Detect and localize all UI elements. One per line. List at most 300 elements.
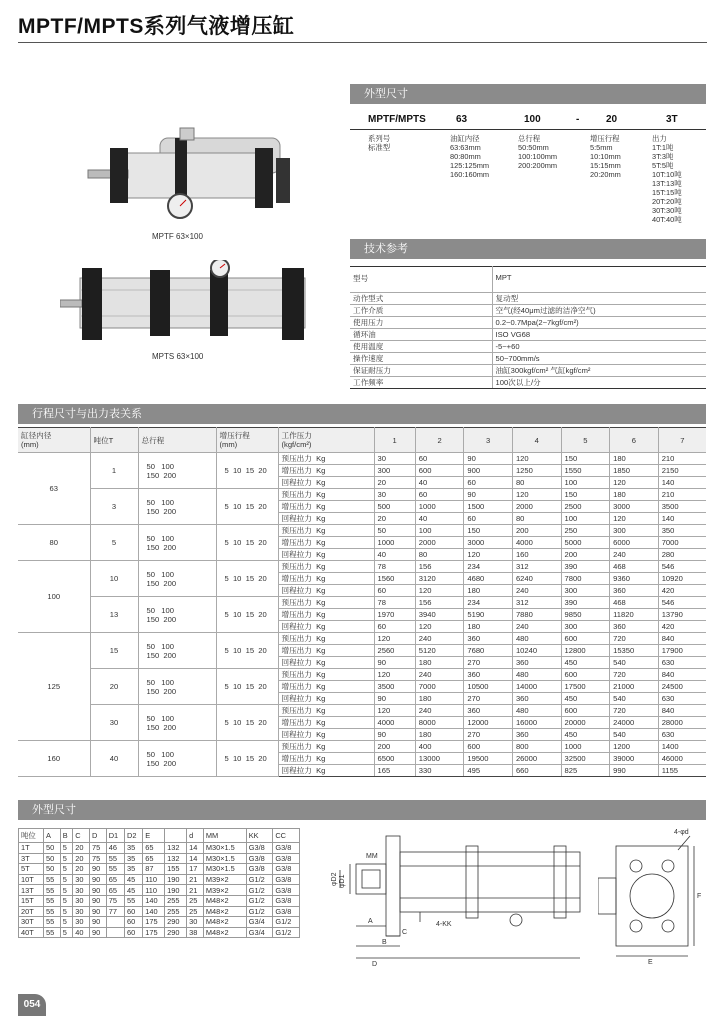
force-value-cell: 15350 bbox=[610, 645, 659, 657]
label-mm: MM bbox=[366, 853, 378, 860]
force-value-cell: 150 bbox=[561, 489, 610, 501]
force-value-cell: 360 bbox=[610, 585, 659, 597]
dims-cell: 75 bbox=[90, 853, 107, 864]
dims-cell: G3/4 bbox=[246, 917, 273, 928]
dims-table bbox=[18, 828, 300, 938]
dims-cell: 14 bbox=[187, 843, 204, 854]
dims-header-cell: KK bbox=[246, 829, 273, 843]
row-label-cell: 增压出力 Kg bbox=[278, 537, 374, 549]
dims-header-cell: d bbox=[187, 829, 204, 843]
dims-cell: 175 bbox=[143, 917, 165, 928]
force-value-cell: 5120 bbox=[415, 645, 464, 657]
force-value-cell: 3120 bbox=[415, 573, 464, 585]
force-value-cell: 7680 bbox=[464, 645, 513, 657]
force-value-cell: 840 bbox=[658, 669, 706, 681]
ton-cell: 10 bbox=[90, 561, 138, 597]
ton-cell: 1 bbox=[90, 453, 138, 489]
dims-cell: 60 bbox=[124, 906, 142, 917]
force-header-cell: 4 bbox=[512, 428, 561, 453]
force-value-cell: 468 bbox=[610, 561, 659, 573]
code-series: MPTF/MPTS bbox=[368, 114, 426, 125]
dims-cell: 77 bbox=[106, 906, 124, 917]
dims-cell: 35 bbox=[124, 843, 142, 854]
force-row bbox=[18, 597, 706, 609]
boost-stroke-cell: 5 10 15 20 bbox=[216, 453, 278, 489]
tech-value: 0.2~0.7Mpa(2~7kgf/cm²) bbox=[492, 317, 706, 329]
force-value-cell: 50 bbox=[374, 525, 415, 537]
force-value-cell: 600 bbox=[415, 465, 464, 477]
force-value-cell: 330 bbox=[415, 765, 464, 777]
force-value-cell: 11820 bbox=[610, 609, 659, 621]
force-value-cell: 46000 bbox=[658, 753, 706, 765]
dims-row bbox=[19, 885, 300, 896]
force-value-cell: 350 bbox=[658, 525, 706, 537]
code-col-series: 系列号 标准型 bbox=[368, 134, 391, 152]
dims-cell: 17 bbox=[187, 864, 204, 875]
dims-cell: 5 bbox=[60, 927, 73, 938]
force-value-cell: 12000 bbox=[464, 717, 513, 729]
force-value-cell: 3000 bbox=[610, 501, 659, 513]
bore-cell: 63 bbox=[18, 453, 90, 525]
dims-cell: M48×2 bbox=[203, 895, 246, 906]
force-value-cell: 90 bbox=[374, 729, 415, 741]
tech-table bbox=[350, 266, 706, 389]
dims-cell: 90 bbox=[90, 895, 107, 906]
force-value-cell: 420 bbox=[658, 585, 706, 597]
dims-cell: 90 bbox=[90, 917, 107, 928]
force-value-cell: 17500 bbox=[561, 681, 610, 693]
force-value-cell: 200 bbox=[512, 525, 561, 537]
force-value-cell: 1500 bbox=[464, 501, 513, 513]
dims-cell: 50 bbox=[44, 843, 61, 854]
dims-header-cell: D bbox=[90, 829, 107, 843]
dims-cell: 90 bbox=[90, 927, 107, 938]
force-value-cell: 540 bbox=[610, 657, 659, 669]
dims-cell: 30T bbox=[19, 917, 44, 928]
dims-cell: 30 bbox=[73, 906, 90, 917]
model-code-rule bbox=[350, 129, 706, 130]
dims-cell: 110 bbox=[143, 874, 165, 885]
force-value-cell: 156 bbox=[415, 561, 464, 573]
force-value-cell: 40 bbox=[415, 513, 464, 525]
force-value-cell: 10920 bbox=[658, 573, 706, 585]
dims-cell: 5 bbox=[60, 864, 73, 875]
dims-cell: G1/2 bbox=[273, 917, 300, 928]
row-label-cell: 预压出力 Kg bbox=[278, 705, 374, 717]
dims-cell: 20 bbox=[73, 864, 90, 875]
force-header-cell: 7 bbox=[658, 428, 706, 453]
force-value-cell: 90 bbox=[374, 657, 415, 669]
title-rule bbox=[18, 42, 707, 43]
row-label-cell: 回程拉力 Kg bbox=[278, 729, 374, 741]
force-value-cell: 30 bbox=[374, 489, 415, 501]
caption-mptf: MPTF 63×100 bbox=[152, 232, 203, 241]
force-value-cell: 16000 bbox=[512, 717, 561, 729]
force-value-cell: 17900 bbox=[658, 645, 706, 657]
dims-cell: 25 bbox=[187, 906, 204, 917]
dims-cell: 5T bbox=[19, 864, 44, 875]
force-value-cell: 120 bbox=[374, 669, 415, 681]
force-value-cell: 120 bbox=[464, 549, 513, 561]
dims-cell: G1/2 bbox=[273, 927, 300, 938]
force-row bbox=[18, 669, 706, 681]
label-f: F bbox=[697, 893, 702, 900]
force-value-cell: 180 bbox=[464, 621, 513, 633]
force-value-cell: 10500 bbox=[464, 681, 513, 693]
dims-cell: 25 bbox=[187, 895, 204, 906]
force-value-cell: 13000 bbox=[415, 753, 464, 765]
bore-cell: 160 bbox=[18, 741, 90, 777]
ton-cell: 40 bbox=[90, 741, 138, 777]
dims-cell: 132 bbox=[165, 853, 187, 864]
dims-cell: 45 bbox=[124, 885, 142, 896]
force-value-cell: 270 bbox=[464, 729, 513, 741]
dims-cell: 55 bbox=[44, 917, 61, 928]
dims-cell: 75 bbox=[90, 843, 107, 854]
dims-cell: 55 bbox=[44, 874, 61, 885]
front-view-drawing bbox=[598, 826, 708, 966]
ton-cell: 30 bbox=[90, 705, 138, 741]
force-value-cell: 9850 bbox=[561, 609, 610, 621]
force-value-cell: 6000 bbox=[610, 537, 659, 549]
force-header-cell: 3 bbox=[464, 428, 513, 453]
force-value-cell: 1000 bbox=[561, 741, 610, 753]
tech-key: 使用温度 bbox=[350, 341, 492, 353]
force-value-cell: 150 bbox=[464, 525, 513, 537]
total-stroke-cell: 50 100 150 200 bbox=[138, 705, 216, 741]
force-value-cell: 78 bbox=[374, 561, 415, 573]
force-value-cell: 60 bbox=[464, 513, 513, 525]
force-value-cell: 200 bbox=[374, 741, 415, 753]
dims-cell: 55 bbox=[44, 906, 61, 917]
label-c: C bbox=[402, 929, 408, 936]
force-value-cell: 150 bbox=[561, 453, 610, 465]
bore-cell: 125 bbox=[18, 633, 90, 741]
force-row bbox=[18, 525, 706, 537]
force-row bbox=[18, 741, 706, 753]
force-value-cell: 3940 bbox=[415, 609, 464, 621]
dims-row bbox=[19, 927, 300, 938]
dims-cell: 14 bbox=[187, 853, 204, 864]
force-value-cell: 24000 bbox=[610, 717, 659, 729]
dims-cell: 75 bbox=[106, 895, 124, 906]
force-value-cell: 1560 bbox=[374, 573, 415, 585]
dims-cell: 30 bbox=[73, 917, 90, 928]
tech-key: 保证耐压力 bbox=[350, 365, 492, 377]
row-label-cell: 增压出力 Kg bbox=[278, 501, 374, 513]
dims-row bbox=[19, 895, 300, 906]
force-header-cell: 吨位T bbox=[90, 428, 138, 453]
dims-cell: 60 bbox=[124, 917, 142, 928]
force-value-cell: 60 bbox=[415, 453, 464, 465]
row-label-cell: 预压出力 Kg bbox=[278, 525, 374, 537]
force-value-cell: 210 bbox=[658, 453, 706, 465]
dims-cell: 140 bbox=[143, 895, 165, 906]
force-value-cell: 60 bbox=[374, 585, 415, 597]
force-value-cell: 6240 bbox=[512, 573, 561, 585]
force-value-cell: 660 bbox=[512, 765, 561, 777]
ton-cell: 15 bbox=[90, 633, 138, 669]
force-value-cell: 120 bbox=[415, 621, 464, 633]
dims-cell: 15T bbox=[19, 895, 44, 906]
force-value-cell: 1000 bbox=[374, 537, 415, 549]
dims-cell: 55 bbox=[106, 864, 124, 875]
dims-cell: 90 bbox=[90, 874, 107, 885]
force-value-cell: 1155 bbox=[658, 765, 706, 777]
dims-cell: G3/8 bbox=[273, 895, 300, 906]
force-value-cell: 360 bbox=[464, 633, 513, 645]
dims-cell: 35 bbox=[124, 864, 142, 875]
total-stroke-cell: 50 100 150 200 bbox=[138, 453, 216, 489]
dims-cell: 21 bbox=[187, 874, 204, 885]
force-value-cell: 7800 bbox=[561, 573, 610, 585]
dims-cell: M48×2 bbox=[203, 906, 246, 917]
force-value-cell: 3500 bbox=[374, 681, 415, 693]
row-label-cell: 预压出力 Kg bbox=[278, 633, 374, 645]
section-bar-outline-2: 外型尺寸 bbox=[18, 800, 706, 820]
label-b: B bbox=[382, 939, 387, 946]
force-row bbox=[18, 453, 706, 465]
dims-cell: 140 bbox=[143, 906, 165, 917]
tech-key: 工作介质 bbox=[350, 305, 492, 317]
dims-cell: 60 bbox=[124, 927, 142, 938]
force-value-cell: 6500 bbox=[374, 753, 415, 765]
force-value-cell: 7000 bbox=[658, 537, 706, 549]
force-value-cell: 165 bbox=[374, 765, 415, 777]
force-value-cell: 250 bbox=[561, 525, 610, 537]
force-row bbox=[18, 561, 706, 573]
row-label-cell: 回程拉力 Kg bbox=[278, 765, 374, 777]
force-header-cell: 1 bbox=[374, 428, 415, 453]
row-label-cell: 预压出力 Kg bbox=[278, 741, 374, 753]
tech-key: 动作型式 bbox=[350, 293, 492, 305]
force-value-cell: 26000 bbox=[512, 753, 561, 765]
dims-cell: G1/2 bbox=[246, 885, 273, 896]
force-value-cell: 420 bbox=[658, 621, 706, 633]
dims-cell: G3/8 bbox=[273, 906, 300, 917]
dims-header-cell: D1 bbox=[106, 829, 124, 843]
force-value-cell: 13790 bbox=[658, 609, 706, 621]
dims-cell: M30×1.5 bbox=[203, 853, 246, 864]
row-label-cell: 回程拉力 Kg bbox=[278, 513, 374, 525]
force-value-cell: 312 bbox=[512, 561, 561, 573]
dims-cell: G3/8 bbox=[273, 843, 300, 854]
force-value-cell: 140 bbox=[658, 513, 706, 525]
boost-stroke-cell: 5 10 15 20 bbox=[216, 597, 278, 633]
label-d2: φD2 bbox=[331, 872, 338, 886]
code-stroke: 100 bbox=[524, 114, 541, 125]
dims-cell: G3/8 bbox=[273, 874, 300, 885]
boost-stroke-cell: 5 10 15 20 bbox=[216, 669, 278, 705]
force-value-cell: 1970 bbox=[374, 609, 415, 621]
boost-stroke-cell: 5 10 15 20 bbox=[216, 705, 278, 741]
force-value-cell: 5190 bbox=[464, 609, 513, 621]
dims-cell: 55 bbox=[44, 927, 61, 938]
dims-cell: 155 bbox=[165, 864, 187, 875]
tech-value: 100次以上/分 bbox=[492, 377, 706, 389]
force-row bbox=[18, 705, 706, 717]
tech-key: 操作速度 bbox=[350, 353, 492, 365]
dims-row bbox=[19, 864, 300, 875]
force-value-cell: 480 bbox=[512, 669, 561, 681]
row-label-cell: 增压出力 Kg bbox=[278, 573, 374, 585]
force-value-cell: 360 bbox=[512, 693, 561, 705]
dims-row bbox=[19, 906, 300, 917]
force-value-cell: 2150 bbox=[658, 465, 706, 477]
row-label-cell: 预压出力 Kg bbox=[278, 597, 374, 609]
dims-cell: G1/2 bbox=[246, 906, 273, 917]
tech-value: 空气(经40μm过滤的洁净空气) bbox=[492, 305, 706, 317]
force-value-cell: 840 bbox=[658, 633, 706, 645]
tech-value: -5~+60 bbox=[492, 341, 706, 353]
force-value-cell: 19500 bbox=[464, 753, 513, 765]
force-value-cell: 80 bbox=[512, 513, 561, 525]
force-value-cell: 40 bbox=[415, 477, 464, 489]
force-value-cell: 39000 bbox=[610, 753, 659, 765]
row-label-cell: 回程拉力 Kg bbox=[278, 657, 374, 669]
total-stroke-cell: 50 100 150 200 bbox=[138, 525, 216, 561]
dims-cell: 290 bbox=[165, 927, 187, 938]
ton-cell: 20 bbox=[90, 669, 138, 705]
force-value-cell: 156 bbox=[415, 597, 464, 609]
force-value-cell: 500 bbox=[374, 501, 415, 513]
force-value-cell: 240 bbox=[415, 705, 464, 717]
force-value-cell: 450 bbox=[561, 729, 610, 741]
boost-stroke-cell: 5 10 15 20 bbox=[216, 561, 278, 597]
dims-cell: G3/4 bbox=[246, 927, 273, 938]
dims-cell: 3T bbox=[19, 853, 44, 864]
force-value-cell: 990 bbox=[610, 765, 659, 777]
row-label-cell: 预压出力 Kg bbox=[278, 561, 374, 573]
force-value-cell: 240 bbox=[512, 585, 561, 597]
force-value-cell: 180 bbox=[415, 657, 464, 669]
force-value-cell: 270 bbox=[464, 693, 513, 705]
label-a: A bbox=[368, 918, 373, 925]
dims-cell: 30 bbox=[73, 874, 90, 885]
force-value-cell: 7000 bbox=[415, 681, 464, 693]
force-value-cell: 24500 bbox=[658, 681, 706, 693]
force-value-cell: 90 bbox=[464, 453, 513, 465]
row-label-cell: 回程拉力 Kg bbox=[278, 549, 374, 561]
row-label-cell: 预压出力 Kg bbox=[278, 453, 374, 465]
force-value-cell: 312 bbox=[512, 597, 561, 609]
dims-cell: 55 bbox=[106, 853, 124, 864]
dims-cell: G3/8 bbox=[273, 864, 300, 875]
force-value-cell: 180 bbox=[415, 729, 464, 741]
force-value-cell: 600 bbox=[561, 633, 610, 645]
force-value-cell: 540 bbox=[610, 693, 659, 705]
force-value-cell: 360 bbox=[464, 669, 513, 681]
force-value-cell: 4000 bbox=[374, 717, 415, 729]
force-value-cell: 120 bbox=[610, 513, 659, 525]
label-e: E bbox=[648, 959, 653, 966]
force-header-cell: 工作压力 (kgf/cm²) bbox=[278, 428, 374, 453]
force-header-cell: 总行程 bbox=[138, 428, 216, 453]
force-value-cell: 546 bbox=[658, 561, 706, 573]
force-value-cell: 495 bbox=[464, 765, 513, 777]
force-value-cell: 32500 bbox=[561, 753, 610, 765]
row-label-cell: 回程拉力 Kg bbox=[278, 693, 374, 705]
dims-row bbox=[19, 843, 300, 854]
dims-cell: 65 bbox=[106, 885, 124, 896]
dims-header-cell: MM bbox=[203, 829, 246, 843]
dims-cell: 65 bbox=[106, 874, 124, 885]
force-value-cell: 1000 bbox=[415, 501, 464, 513]
force-value-cell: 1550 bbox=[561, 465, 610, 477]
dims-cell: 5 bbox=[60, 906, 73, 917]
dims-cell: 50 bbox=[44, 864, 61, 875]
dims-cell: 175 bbox=[143, 927, 165, 938]
code-col-stroke: 总行程 50:50mm 100:100mm 200:200mm bbox=[518, 134, 558, 170]
section-bar-tech: 技术参考 bbox=[350, 239, 706, 259]
force-value-cell: 234 bbox=[464, 561, 513, 573]
force-value-cell: 900 bbox=[464, 465, 513, 477]
force-value-cell: 78 bbox=[374, 597, 415, 609]
ton-cell: 5 bbox=[90, 525, 138, 561]
dims-cell: 5 bbox=[60, 895, 73, 906]
label-kk: 4-KK bbox=[436, 921, 452, 928]
total-stroke-cell: 50 100 150 200 bbox=[138, 741, 216, 777]
dims-cell: 5 bbox=[60, 874, 73, 885]
force-value-cell: 720 bbox=[610, 669, 659, 681]
dims-cell: 87 bbox=[143, 864, 165, 875]
dims-cell: 90 bbox=[90, 906, 107, 917]
dims-cell: G3/8 bbox=[273, 885, 300, 896]
force-value-cell: 3000 bbox=[464, 537, 513, 549]
force-value-cell: 30 bbox=[374, 453, 415, 465]
force-value-cell: 1250 bbox=[512, 465, 561, 477]
force-value-cell: 10240 bbox=[512, 645, 561, 657]
row-label-cell: 增压出力 Kg bbox=[278, 717, 374, 729]
code-bore: 63 bbox=[456, 114, 468, 125]
force-value-cell: 400 bbox=[415, 741, 464, 753]
boost-stroke-cell: 5 10 15 20 bbox=[216, 741, 278, 777]
tech-row bbox=[350, 365, 706, 377]
dims-cell: M48×2 bbox=[203, 927, 246, 938]
dims-cell: 50 bbox=[44, 853, 61, 864]
dims-cell: 13T bbox=[19, 885, 44, 896]
dims-cell: 5 bbox=[60, 885, 73, 896]
row-label-cell: 增压出力 Kg bbox=[278, 681, 374, 693]
force-value-cell: 540 bbox=[610, 729, 659, 741]
force-value-cell: 60 bbox=[464, 477, 513, 489]
dims-cell: 30 bbox=[73, 885, 90, 896]
force-value-cell: 360 bbox=[512, 729, 561, 741]
force-value-cell: 7880 bbox=[512, 609, 561, 621]
tech-value: 复动型 bbox=[492, 293, 706, 305]
dims-cell: 1T bbox=[19, 843, 44, 854]
dims-cell: M30×1.5 bbox=[203, 843, 246, 854]
force-header-cell: 6 bbox=[610, 428, 659, 453]
force-value-cell: 300 bbox=[610, 525, 659, 537]
dims-cell: G1/2 bbox=[246, 874, 273, 885]
dims-cell: 55 bbox=[44, 895, 61, 906]
force-value-cell: 1850 bbox=[610, 465, 659, 477]
force-value-cell: 360 bbox=[610, 621, 659, 633]
dims-cell: 255 bbox=[165, 895, 187, 906]
force-value-cell: 100 bbox=[415, 525, 464, 537]
force-value-cell: 720 bbox=[610, 705, 659, 717]
dims-cell: G1/2 bbox=[246, 895, 273, 906]
force-value-cell: 2000 bbox=[512, 501, 561, 513]
force-value-cell: 825 bbox=[561, 765, 610, 777]
force-value-cell: 90 bbox=[464, 489, 513, 501]
force-value-cell: 630 bbox=[658, 693, 706, 705]
tech-row bbox=[350, 305, 706, 317]
label-d1: φD1 bbox=[339, 874, 346, 888]
force-value-cell: 600 bbox=[464, 741, 513, 753]
force-header-cell: 增压行程 (mm) bbox=[216, 428, 278, 453]
